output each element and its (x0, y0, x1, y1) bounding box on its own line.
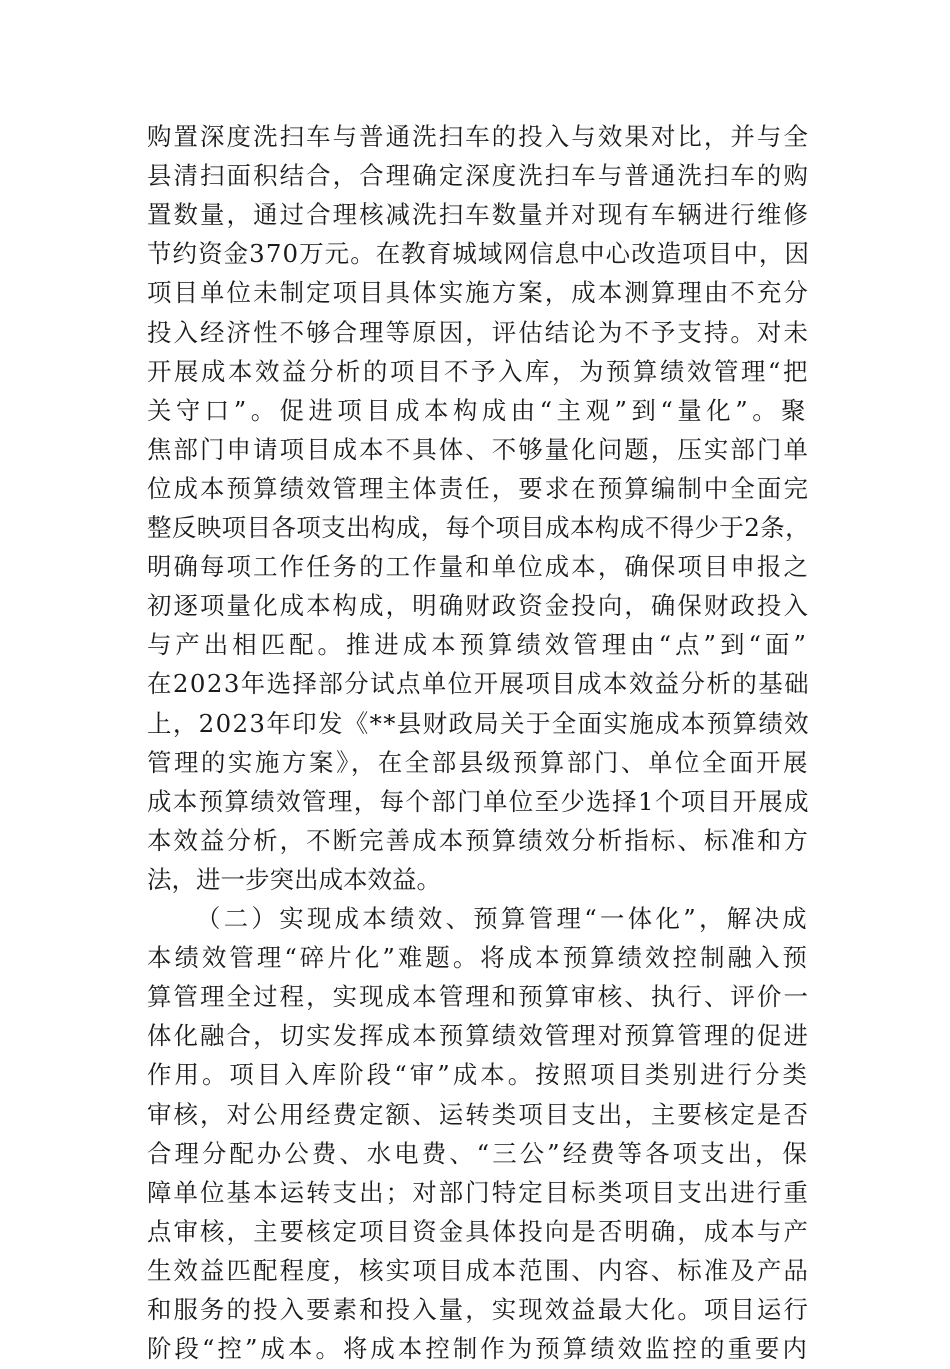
text-line-content: 算管理全过程，实现成本管理和预算审核、执行、评价一 (147, 982, 810, 1011)
text-line-content: 成本预算绩效管理，每个部门单位至少选择1个项目开展成 (147, 787, 810, 816)
text-line (0, 352, 950, 392)
text-line (0, 664, 950, 704)
text-line (0, 977, 950, 1017)
text-line (0, 938, 950, 978)
text-line-content: 管理的实施方案》，在全部县级预算部门、单位全面开展 (147, 748, 811, 777)
text-line (0, 156, 950, 196)
text-line (0, 313, 950, 353)
text-line-content: 生效益匹配程度，核实项目成本范围、内容、标准及产品 (147, 1256, 810, 1285)
text-line-content: 上，2023年印发《**县财政局关于全面实施成本预算绩效 (147, 709, 810, 738)
text-line-content: 节约资金370万元。在教育城域网信息中心改造项目中，因 (147, 239, 811, 268)
text-line (0, 1016, 950, 1056)
text-line (0, 1212, 950, 1252)
text-line (0, 743, 950, 783)
text-line-content: 本绩效管理“碎片化”难题。将成本预算绩效控制融入预 (147, 943, 810, 972)
text-line-content: 点审核，主要核定项目资金具体投向是否明确，成本与产 (147, 1217, 810, 1246)
text-line (0, 899, 950, 939)
text-line-content: 位成本预算绩效管理主体责任，要求在预算编制中全面完 (147, 474, 810, 503)
text-line-content: 审核，对公用经费定额、运转类项目支出，主要核定是否 (147, 1100, 810, 1129)
text-line-content: 体化融合，切实发挥成本预算绩效管理对预算管理的促进 (147, 1021, 810, 1050)
text-line-content: 合理分配办公费、水电费、“三公”经费等各项支出，保 (147, 1139, 810, 1168)
text-line-content: 县清扫面积结合，合理确定深度洗扫车与普通洗扫车的购 (147, 161, 810, 190)
text-line (0, 704, 950, 744)
text-line (0, 1055, 950, 1095)
text-line-content: 关守口”。促进项目成本构成由“主观”到“量化”。聚 (147, 396, 811, 425)
text-line-content: 购置深度洗扫车与普通洗扫车的投入与效果对比，并与全 (147, 122, 810, 151)
text-line (0, 1173, 950, 1213)
text-line (0, 469, 950, 509)
text-line (0, 586, 950, 626)
text-line-content: 焦部门申请项目成本不具体、不够量化问题，压实部门单 (147, 435, 810, 464)
text-line-content: 开展成本效益分析的项目不予入库，为预算绩效管理“把 (147, 357, 811, 386)
text-line-content: 与产出相匹配。推进成本预算绩效管理由“点”到“面” (147, 630, 810, 659)
text-line (0, 1251, 950, 1291)
text-line (0, 117, 950, 157)
text-line (0, 782, 950, 822)
text-line-content: 整反映项目各项支出构成，每个项目成本构成不得少于2条， (147, 513, 810, 542)
text-line-content: 法，进一步突出成本效益。 (147, 865, 441, 894)
text-line-content: 阶段“控”成本。将成本控制作为预算绩效监控的重要内 (147, 1334, 810, 1363)
text-line (0, 273, 950, 313)
text-line (0, 1095, 950, 1135)
text-line (0, 547, 950, 587)
text-line (0, 430, 950, 470)
text-line-content: 项目单位未制定项目具体实施方案，成本测算理由不充分 (147, 278, 810, 307)
text-line (0, 860, 950, 900)
text-line (0, 1329, 950, 1369)
text-line (0, 821, 950, 861)
text-line-content: 明确每项工作任务的工作量和单位成本，确保项目申报之 (147, 552, 810, 581)
text-line-content: 初逐项量化成本构成，明确财政资金投向，确保财政投入 (147, 591, 810, 620)
text-line (0, 1290, 950, 1330)
text-line-content: 和服务的投入要素和投入量，实现效益最大化。项目运行 (147, 1295, 810, 1324)
text-line-content: 障单位基本运转支出；对部门特定目标类项目支出进行重 (147, 1178, 810, 1207)
section-heading-line: （二）实现成本绩效、预算管理“一体化”，解决成 (196, 904, 810, 933)
text-line (0, 234, 950, 274)
text-line (0, 1134, 950, 1174)
text-line-content: 作用。项目入库阶段“审”成本。按照项目类别进行分类 (147, 1060, 810, 1089)
text-line (0, 391, 950, 431)
text-line-content: 本效益分析，不断完善成本预算绩效分析指标、标准和方 (147, 826, 810, 855)
text-line (0, 508, 950, 548)
text-line (0, 625, 950, 665)
text-line (0, 195, 950, 235)
text-line-content: 投入经济性不够合理等原因，评估结论为不予支持。对未 (147, 318, 810, 347)
text-line-content: 在2023年选择部分试点单位开展项目成本效益分析的基础 (147, 669, 811, 698)
text-line-content: 置数量，通过合理核减洗扫车数量并对现有车辆进行维修 (147, 200, 810, 229)
